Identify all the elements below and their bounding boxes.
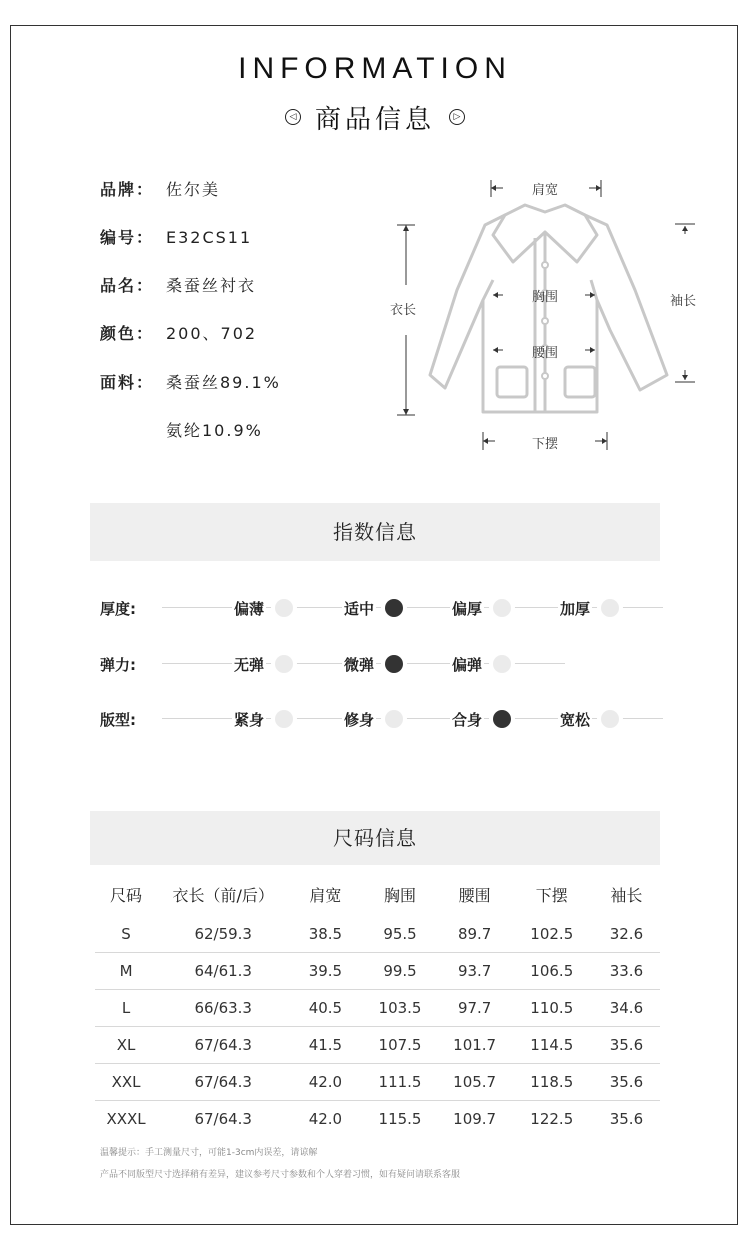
info-row-name	[100, 273, 256, 296]
size-table	[95, 872, 660, 1137]
info-key: 面料：	[100, 373, 155, 392]
table-cell: 114.5	[511, 1027, 593, 1064]
circle-right-arrow-icon: ▷	[449, 109, 465, 125]
index-option-label: 偏弹	[452, 656, 483, 674]
shirt-outline-icon	[385, 170, 715, 460]
table-cell: 109.7	[439, 1101, 511, 1138]
index-option-label: 紧身	[234, 711, 265, 729]
table-cell: S	[121, 925, 131, 943]
table-cell: 93.7	[439, 953, 511, 990]
table-header-cell: 肩宽	[309, 885, 342, 905]
info-value: E32CS11	[166, 228, 253, 247]
label-length: 衣长	[390, 303, 417, 318]
table-cell: 67/64.3	[157, 1027, 289, 1064]
table-cell: 95.5	[383, 925, 417, 943]
info-value: 佐尔美	[166, 180, 221, 199]
label-hem: 下摆	[532, 437, 559, 452]
index-dot-selected	[493, 710, 511, 728]
size-section-title: 尺码信息	[90, 811, 660, 865]
table-cell: 35.6	[593, 1101, 660, 1138]
index-dot-selected	[385, 655, 403, 673]
shirt-measurement-diagram	[385, 170, 715, 460]
table-header-cell: 尺码	[110, 885, 143, 905]
label-chest: 胸围	[532, 290, 559, 305]
info-key: 颜色：	[100, 324, 155, 343]
table-cell: 99.5	[361, 953, 438, 990]
title-english: INFORMATION	[238, 52, 512, 85]
info-row-code	[100, 225, 252, 248]
info-value: 氨纶10.9%	[166, 421, 263, 440]
title-chinese-row	[0, 100, 750, 134]
title-chinese: 商品信息	[314, 104, 435, 135]
size-table-body	[95, 916, 660, 1137]
table-cell: 39.5	[289, 953, 361, 990]
index-dot	[601, 599, 619, 617]
index-row-label: 版型:	[100, 711, 136, 729]
table-cell: 122.5	[511, 1101, 593, 1138]
info-key: 品名：	[100, 276, 155, 295]
table-cell: 34.6	[593, 990, 660, 1027]
table-header-cell: 腰围	[458, 885, 491, 905]
index-row-label: 厚度:	[100, 600, 136, 618]
table-row	[95, 990, 660, 1027]
table-cell: 106.5	[511, 953, 593, 990]
label-shoulder: 肩宽	[532, 183, 559, 198]
table-cell: L	[95, 990, 157, 1027]
table-cell: 105.7	[439, 1064, 511, 1101]
index-row-label: 弹力:	[100, 656, 136, 674]
table-cell: 111.5	[361, 1064, 438, 1101]
table-cell: XL	[95, 1027, 157, 1064]
index-option-label: 适中	[344, 600, 375, 618]
table-cell: 64/61.3	[157, 953, 289, 990]
label-sleeve: 袖长	[670, 294, 697, 309]
info-row-fabric	[100, 370, 281, 393]
info-row-brand	[100, 177, 220, 200]
table-header-row	[95, 872, 660, 916]
index-option-label: 加厚	[560, 600, 591, 618]
table-cell: 42.0	[289, 1101, 361, 1138]
index-section-title: 指数信息	[90, 503, 660, 561]
table-header-cell: 下摆	[535, 885, 568, 905]
index-dot	[601, 710, 619, 728]
index-option-label: 宽松	[560, 711, 591, 729]
note-fit-advice: 产品不同版型尺寸选择稍有差异，建议参考尺寸参数和个人穿着习惯，如有疑问请联系客服	[100, 1170, 461, 1180]
table-row	[95, 916, 660, 953]
table-cell: 67/64.3	[157, 1064, 289, 1101]
index-dot	[493, 655, 511, 673]
table-cell: 67/64.3	[157, 1101, 289, 1138]
index-option-label: 偏厚	[452, 600, 483, 618]
table-row	[95, 953, 660, 990]
table-cell: 41.5	[289, 1027, 361, 1064]
table-cell: 35.6	[593, 1064, 660, 1101]
index-option-label: 无弹	[234, 656, 265, 674]
table-cell: 97.7	[439, 990, 511, 1027]
table-cell: 103.5	[361, 990, 438, 1027]
table-cell: M	[95, 953, 157, 990]
table-cell: 101.7	[439, 1027, 511, 1064]
table-cell: 33.6	[593, 953, 660, 990]
table-header-cell: 衣长（前/后）	[172, 885, 274, 905]
index-option-label: 合身	[452, 711, 483, 729]
table-cell: 35.6	[593, 1027, 660, 1064]
table-cell: 115.5	[361, 1101, 438, 1138]
table-cell: 66/63.3	[157, 990, 289, 1027]
table-row	[95, 1101, 660, 1138]
info-row-fabric-2	[100, 418, 263, 441]
table-cell: 38.5	[308, 925, 343, 943]
index-dot-selected	[385, 599, 403, 617]
info-value: 200、702	[166, 324, 258, 343]
info-value: 桑蚕丝衬衣	[166, 276, 257, 295]
table-cell: 40.5	[289, 990, 361, 1027]
info-key: 品牌：	[100, 180, 155, 199]
table-cell: XXXL	[95, 1101, 157, 1138]
label-waist: 腰围	[532, 346, 559, 361]
table-row	[95, 1064, 660, 1101]
info-row-color	[100, 321, 257, 344]
table-header-cell: 胸围	[384, 885, 417, 905]
note-measurement: 温馨提示：手工测量尺寸，可能1-3cm内误差，请谅解	[100, 1148, 318, 1158]
table-cell: 102.5	[530, 925, 574, 943]
table-cell: 110.5	[511, 990, 593, 1027]
circle-left-arrow-icon: ◁	[285, 109, 301, 125]
index-dot	[275, 710, 293, 728]
table-header-cell: 袖长	[610, 885, 643, 905]
index-option-label: 修身	[344, 711, 375, 729]
table-row	[95, 1027, 660, 1064]
index-dot	[493, 599, 511, 617]
table-cell: 42.0	[289, 1064, 361, 1101]
table-cell: 107.5	[361, 1027, 438, 1064]
index-dot	[385, 710, 403, 728]
index-dot	[275, 655, 293, 673]
table-cell: XXL	[95, 1064, 157, 1101]
index-option-label: 微弹	[344, 656, 375, 674]
index-option-label: 偏薄	[234, 600, 265, 618]
table-cell: 62/59.3	[194, 925, 252, 943]
index-dot	[275, 599, 293, 617]
table-cell: 32.6	[609, 925, 644, 943]
info-key: 编号：	[100, 228, 155, 247]
info-value: 桑蚕丝89.1%	[166, 373, 281, 392]
table-cell: 89.7	[457, 925, 492, 943]
table-cell: 118.5	[511, 1064, 593, 1101]
